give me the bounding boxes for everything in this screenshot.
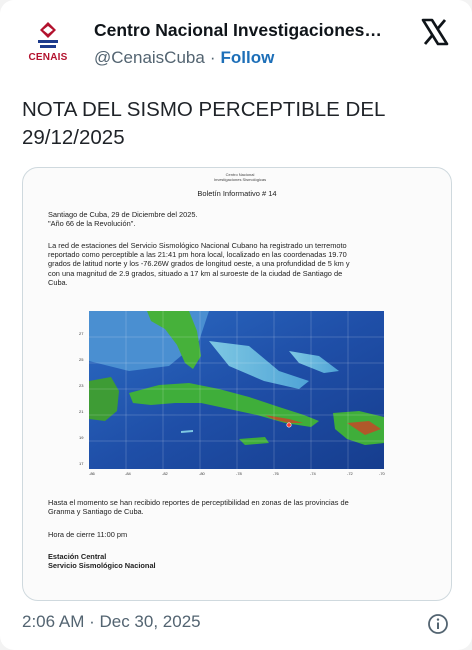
lon-label: -76 <box>273 471 279 476</box>
lon-label: -74 <box>310 471 316 476</box>
tweet-text-line: 29/12/2025 <box>22 126 125 149</box>
lon-label: -72 <box>347 471 353 476</box>
lat-label: 17 <box>79 461 84 466</box>
reports-paragraph <box>48 498 428 516</box>
lat-label: 25 <box>79 357 84 362</box>
handle[interactable]: @CenaisCuba <box>94 48 205 67</box>
logo-text: CENAIS <box>28 52 68 63</box>
org-line: Centro Nacional <box>225 172 255 177</box>
epicenter-map <box>89 311 384 469</box>
map-image <box>89 311 384 469</box>
lat-label: 23 <box>79 383 84 388</box>
cenais-logo-icon[interactable] <box>26 20 70 68</box>
lat-label: 19 <box>79 435 84 440</box>
place-date: Santiago de Cuba, 29 de Diciembre del 2025. <box>48 210 198 219</box>
reports-line: Hasta el momento se han recibido reportes de perceptibilidad en zonas de las provincias de <box>48 498 349 507</box>
closing-time: Hora de cierre 11:00 pm <box>48 530 128 539</box>
signature-line: Estación Central <box>48 552 107 561</box>
lon-label: -84 <box>125 471 131 476</box>
tweet-timestamp[interactable]: 2:06 AM · Dec 30, 2025 <box>22 612 201 631</box>
lon-label: -80 <box>199 471 205 476</box>
lon-label: -78 <box>236 471 242 476</box>
signature <box>48 552 428 570</box>
info-icon[interactable] <box>427 613 449 635</box>
lon-label: -82 <box>162 471 168 476</box>
display-name[interactable]: Centro Nacional Investigaciones… <box>94 20 382 40</box>
org-line: Investigaciones Sismológicas <box>213 177 267 182</box>
lon-label: -70 <box>379 471 385 476</box>
separator: · <box>209 48 216 67</box>
signature-line: Servicio Sismológico Nacional <box>48 561 156 571</box>
place-date-block <box>48 210 428 228</box>
lon-label: -86 <box>89 471 95 476</box>
tweet-media[interactable] <box>22 167 452 601</box>
report-paragraph <box>48 241 428 287</box>
lat-label: 27 <box>79 331 84 336</box>
document-org <box>195 172 285 182</box>
report-line: grados de latitud norte y los -76.26W grados de longitud oeste, a una profundidad de 5 km y <box>48 259 350 269</box>
x-logo-icon[interactable] <box>419 16 451 48</box>
follow-button[interactable]: Follow <box>220 48 275 67</box>
tweet-text <box>22 96 442 152</box>
tweet-text-line: NOTA DEL SISMO PERCEPTIBLE DEL <box>22 98 386 121</box>
reports-line: Granma y Santiago de Cuba. <box>48 507 144 517</box>
handle-row <box>94 48 274 68</box>
report-line: La red de estaciones del Servicio Sismológico Nacional Cubano ha registrado un terremoto <box>48 241 347 250</box>
report-line: Cuba. <box>48 277 68 287</box>
bulletin-document <box>23 168 451 600</box>
report-line: con una magnitud de 2.9 grados, situado a 17 km al suroeste de la ciudad de Santiago de <box>48 268 343 278</box>
lat-label: 21 <box>79 409 84 414</box>
year-motto: "Año 66 de la Revolución". <box>48 219 136 229</box>
report-line: reportado como perceptible a las 21:41 pm hora local, localizado en las coordenadas 19.70 <box>48 250 347 260</box>
bulletin-heading: Boletín Informativo # 14 <box>197 189 277 198</box>
